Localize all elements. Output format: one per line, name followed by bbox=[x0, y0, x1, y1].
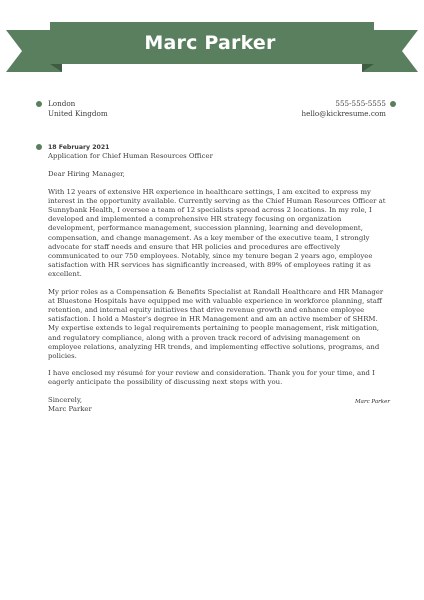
applicant-name: Marc Parker bbox=[144, 32, 276, 54]
closing-name: Marc Parker bbox=[48, 404, 92, 413]
phone: 555-555-5555 bbox=[335, 99, 386, 108]
closing: Sincerely, bbox=[48, 395, 83, 404]
paragraph: With 12 years of extensive HR experience in healthcare settings, I am excited to express my interest in the opportunity available. Currently serving as the Chief Human Resources Officer at Sunnybank Health, I oversee a team of 12 specialists spread across 2 locations. In my role, I developed and implemented a comprehensive HR strategy focusing on organization development, performance management, succession planning, learning and development, compensation, and change management. As a key member of the executive team, I strongly advocate for staff needs and ensure that HR policies and procedures are effectively communicated to our 750 employees. Notably, since my tenure began 2 years ago, employee satisfaction with HR services has significantly increased, with 89% of employees rating it as excellent. bbox=[48, 187, 386, 279]
email: hello@kickresume.com bbox=[301, 109, 386, 118]
address-block bbox=[48, 99, 108, 119]
header-banner bbox=[0, 0, 424, 80]
greeting: Dear Hiring Manager, bbox=[48, 170, 125, 179]
country: United Kingdom bbox=[48, 109, 108, 118]
bullet-dot bbox=[390, 101, 396, 107]
bullet-dot bbox=[36, 144, 42, 150]
letter-date: 18 February 2021 bbox=[48, 144, 110, 151]
bullet-dot bbox=[36, 101, 42, 107]
city: London bbox=[48, 99, 76, 108]
signature: Marc Parker bbox=[355, 399, 390, 405]
paragraph: I have enclosed my résumé for your review and consideration. Thank you for your time, and I eagerly anticipate the possibility of discussing next steps with you. bbox=[48, 369, 375, 387]
contact-block bbox=[301, 99, 386, 119]
letter-body bbox=[48, 143, 390, 414]
letter-subject: Application for Chief Human Resources Officer bbox=[48, 152, 213, 161]
paragraph: My prior roles as a Compensation & Benefits Specialist at Randall Healthcare and HR Manager at Bluestone Hospitals have equipped me with valuable experience in workforce planning, staff retention, and internal equity initiatives that drive revenue growth and enhance employee satisfaction. I hold a Master's degree in HR Management and am an active member of SHRM. My expertise extends to legal requirements pertaining to people management, risk mitigation, and regulatory compliance, along with a proven track record of advising management on employee relations, analyzing HR trends, and implementing effective solutions, programs, and policies. bbox=[48, 287, 384, 361]
